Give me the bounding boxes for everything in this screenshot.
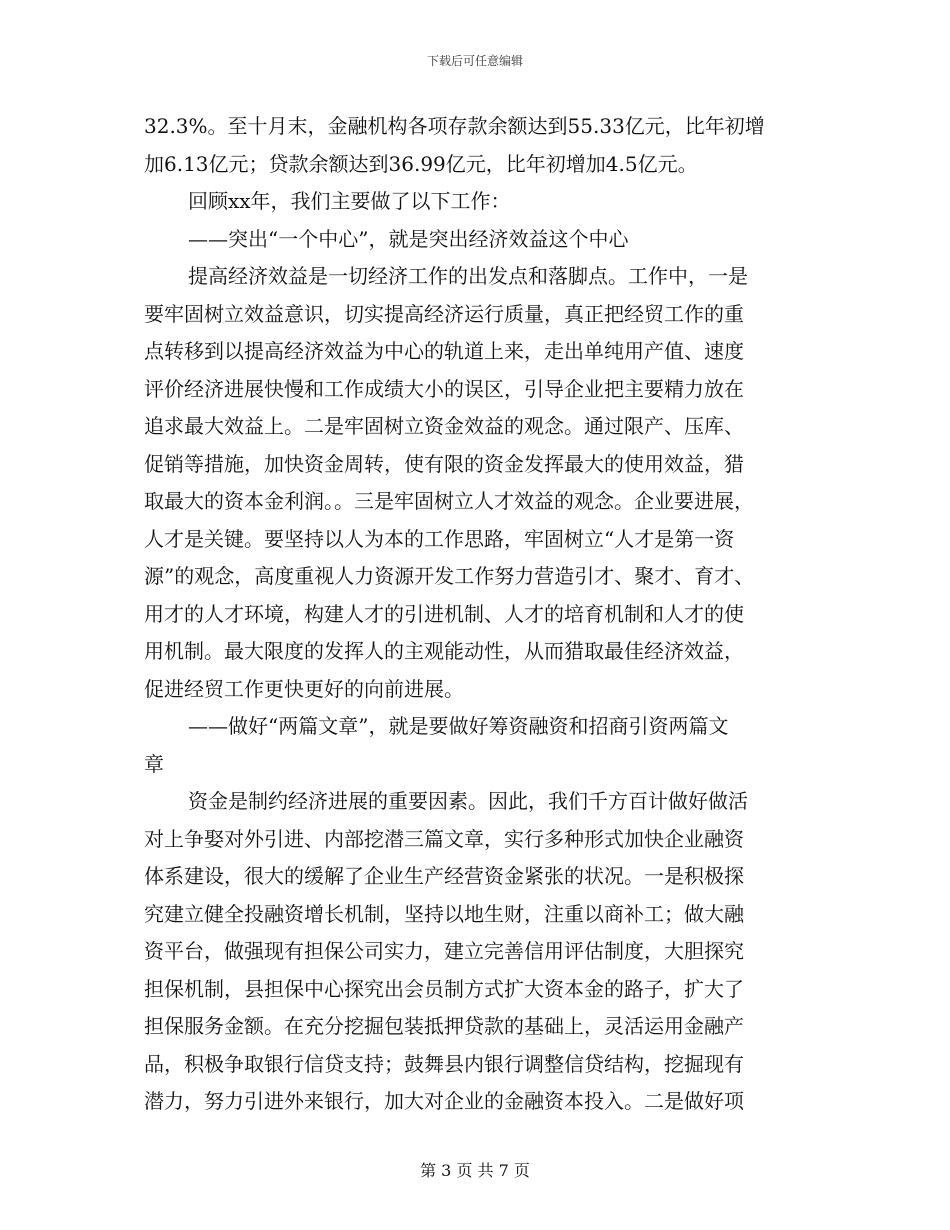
- text-line: 章: [144, 751, 164, 776]
- text-line: 取最大的资本金利润。。三是牢固树立人才效益的观念。企业要进展，: [144, 489, 754, 513]
- text-line: 人才是关键。要坚持以人为本的工作思路，牢固树立“人才是第一资: [144, 526, 735, 551]
- text-line: ——做好“两篇文章”，就是要做好筹资融资和招商引资两篇文: [188, 714, 729, 738]
- text-line: 担保服务金额。在充分挖掘包装抵押贷款的基础上，灵活运用金融产: [144, 1014, 744, 1038]
- text-line: 32.3%。至十月末，金融机构各项存款余额达到55.33亿元，比年初增: [144, 114, 765, 138]
- text-line: 用机制。最大限度的发挥人的主观能动性，从而猎取最佳经济效益，: [144, 639, 744, 663]
- text-line: 资金是制约经济进展的重要因素。因此，我们千方百计做好做活: [188, 789, 748, 813]
- text-line: 促进经贸工作更快更好的向前进展。: [144, 676, 464, 701]
- text-line: 源”的观念，高度重视人力资源开发工作努力营造引才、聚才、育才、: [144, 564, 755, 588]
- page-number: 第 3 页 共 7 页: [420, 1161, 530, 1180]
- document-body: [144, 108, 804, 1121]
- text-line: 提高经济效益是一切经济工作的出发点和落脚点。工作中，一是: [188, 264, 748, 288]
- text-line: 要牢固树立效益意识，切实提高经济运行质量，真正把经贸工作的重: [144, 301, 744, 326]
- text-line: 究建立健全投融资增长机制，坚持以地生财，注重以商补工；做大融: [144, 901, 744, 926]
- text-line: 潜力，努力引进外来银行，加大对企业的金融资本投入。二是做好项: [144, 1089, 744, 1113]
- text-line: 回顾xx年，我们主要做了以下工作：: [188, 189, 511, 213]
- text-line: 点转移到以提高经济效益为中心的轨道上来，走出单纯用产值、速度: [144, 339, 744, 363]
- text-line: 用才的人才环境，构建人才的引进机制、人才的培育机制和人才的使: [144, 601, 744, 626]
- text-line: 品，积极争取银行信贷支持；鼓舞县内银行调整信贷结构，挖掘现有: [144, 1051, 744, 1076]
- page-header-note: 下载后可任意编辑: [426, 54, 523, 68]
- text-line: ——突出“一个中心”，就是突出经济效益这个中心: [188, 226, 629, 251]
- text-line: 评价经济进展快慢和工作成绩大小的误区，引导企业把主要精力放在: [144, 376, 744, 401]
- text-line: 促销等措施，加快资金周转，使有限的资金发挥最大的使用效益，猎: [144, 451, 744, 476]
- text-line: 担保机制，县担保中心探究出会员制方式扩大资本金的路子，扩大了: [144, 976, 744, 1001]
- text-line: 体系建设，很大的缓解了企业生产经营资金紧张的状况。一是积极探: [144, 864, 744, 888]
- text-line: 加6.13亿元；贷款余额达到36.99亿元，比年初增加4.5亿元。: [144, 151, 698, 176]
- text-line: 资平台，做强现有担保公司实力，建立完善信用评估制度，大胆探究: [144, 939, 744, 963]
- text-line: 对上争娶对外引进、内部挖潜三篇文章，实行多种形式加快企业融资: [144, 826, 744, 851]
- text-line: 追求最大效益上。二是牢固树立资金效益的观念。通过限产、压库、: [144, 414, 744, 438]
